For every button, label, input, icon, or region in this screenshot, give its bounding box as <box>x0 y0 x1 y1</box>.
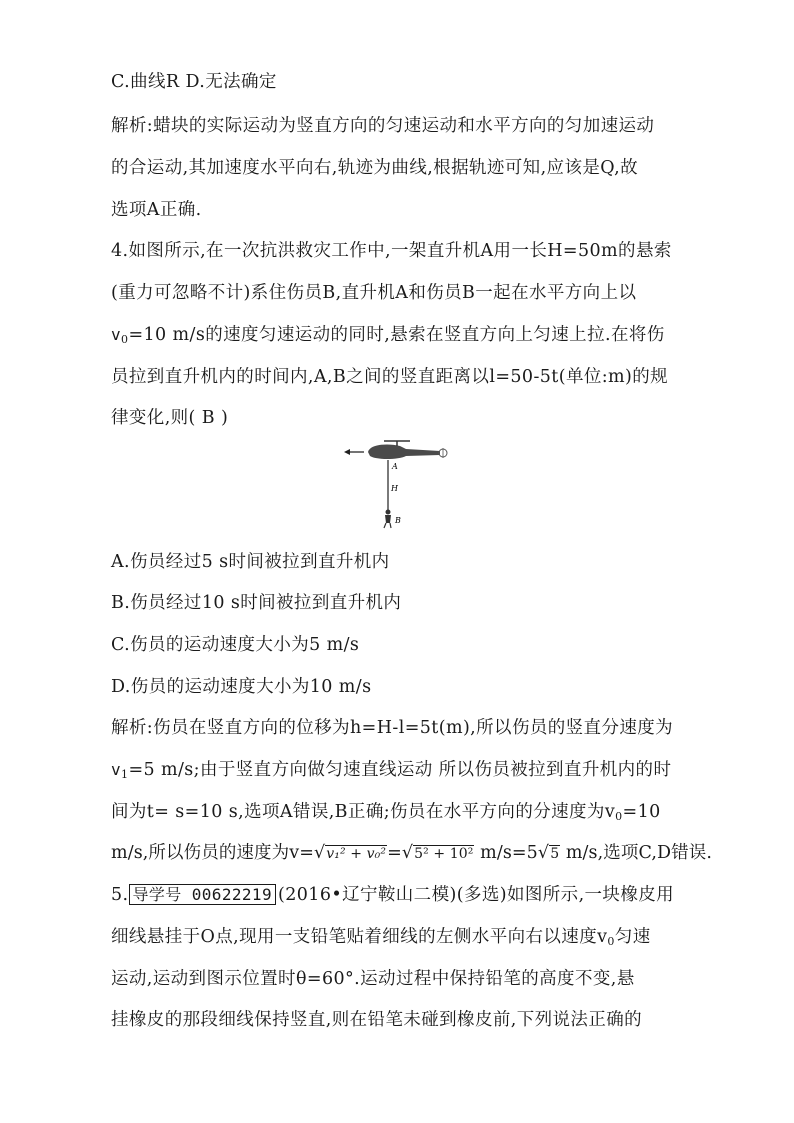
rescued-person-icon <box>384 510 391 529</box>
equals-sign: = <box>387 843 402 863</box>
q5-line-1 <box>111 882 711 908</box>
q4-option-c: C.伤员的运动速度大小为5 m/s <box>111 635 360 655</box>
helicopter-icon <box>344 441 447 459</box>
q3-analysis-line-1: 解析:蜡块的实际运动为竖直方向的匀速运动和水平方向的匀加速运动 <box>111 116 655 136</box>
q4-option-b: B.伤员经过10 s时间被拉到直升机内 <box>111 593 402 613</box>
q5-line-1-text: (2016•辽宁鞍山二模)(多选)如图所示,一块橡皮用 <box>278 885 675 905</box>
q3-options-cd: C.曲线R D.无法确定 <box>111 72 277 92</box>
q4-analysis-line-1: 解析:伤员在竖直方向的位移为h=H-l=5t(m),所以伤员的竖直分速度为 <box>111 718 674 738</box>
sqrt-expression-3: 5 <box>550 846 560 862</box>
v1-subscript: 1 <box>121 768 129 781</box>
q4-analysis-line-2 <box>111 757 711 788</box>
q4-stem-line-4: 员拉到直升机内的时间内,A,B之间的竖直距离以l=50-5t(单位:m)的规 <box>111 367 669 387</box>
q4-option-a: A.伤员经过5 s时间被拉到直升机内 <box>111 552 390 572</box>
q5-line-2-end: 匀速 <box>614 927 651 947</box>
q4-analysis-line-3 <box>111 799 711 830</box>
q4-stem-line-2: (重力可忽略不计)系住伤员B,直升机A和伤员B一起在水平方向上以 <box>111 283 637 303</box>
q5-line-3: 运动,运动到图示位置时θ=60°.运动过程中保持铅笔的高度不变,悬 <box>111 969 635 989</box>
label-a: A <box>392 462 398 471</box>
q4-stem-line-1: 4.如图所示,在一次抗洪救灾工作中,一架直升机A用一长H=50m的悬索 <box>111 241 672 261</box>
q4-analysis-line-3-text: 间为t= s=10 s,选项A错误,B正确;伤员在水平方向的分速度为v <box>111 802 616 822</box>
label-b: B <box>395 516 401 525</box>
helicopter-figure <box>340 438 460 533</box>
q5-line-4: 挂橡皮的那段细线保持竖直,则在铅笔未碰到橡皮前,下列说法正确的 <box>111 1010 643 1030</box>
q5-line-2 <box>111 924 711 955</box>
label-h: H <box>391 484 398 493</box>
q4-analysis-line-4: m/s,所以伤员的速度为v=√v₁² + v₀²=√5² + 10² m/s=5√5 m/s,选项C,D错误. <box>111 843 713 863</box>
q4-analysis-line-4-text: m/s,所以伤员的速度为v= <box>111 843 314 863</box>
sqrt-expression-2: 5² + 10² <box>414 846 474 862</box>
q5-line-2-text: 细线悬挂于O点,现用一支铅笔贴着细线的左侧水平向右以速度v <box>111 927 608 947</box>
q4-stem-line-5: 律变化,则( B ) <box>111 408 229 428</box>
v0-subscript: 0 <box>121 333 129 346</box>
q4-option-d: D.伤员的运动速度大小为10 m/s <box>111 677 372 697</box>
q3-analysis-line-3: 选项A正确. <box>111 200 202 220</box>
guide-number-tag: 导学号 00622219 <box>129 884 277 905</box>
q4-stem-line-3-text: =10 m/s的速度匀速运动的同时,悬索在竖直方向上匀速上拉.在将伤 <box>128 325 665 345</box>
v0-symbol: v <box>111 325 122 344</box>
v0-subscript-2: 0 <box>615 810 623 823</box>
q4-analysis-line-4-end: m/s,选项C,D错误. <box>560 843 713 863</box>
q4-stem-line-3 <box>111 322 711 353</box>
q4-analysis-line-2-text: =5 m/s;由于竖直方向做匀速直线运动 所以伤员被拉到直升机内的时 <box>128 760 672 780</box>
q5-number: 5. <box>111 885 129 905</box>
q4-analysis-line-4-mid: m/s=5 <box>474 843 538 863</box>
sqrt-expression-1: v₁² + v₀² <box>326 846 387 862</box>
q4-analysis-line-3-end: =10 <box>622 802 661 822</box>
v1-symbol: v <box>111 760 122 779</box>
q3-analysis-line-2: 的合运动,其加速度水平向右,轨迹为曲线,根据轨迹可知,应该是Q,故 <box>111 158 638 178</box>
v0-subscript-3: 0 <box>607 935 615 948</box>
